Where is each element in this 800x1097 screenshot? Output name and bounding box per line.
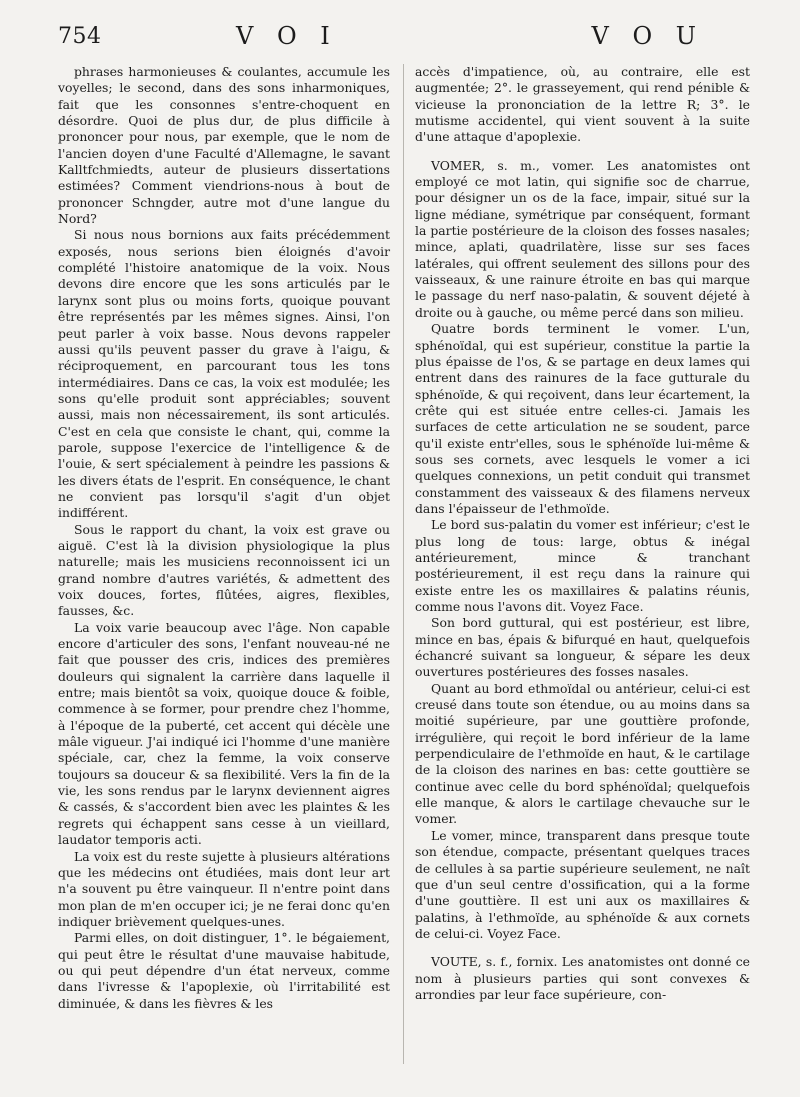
paragraph: Quatre bords terminent le vomer. L'un, sphénoïdal, qui est supérieur, constitue la partie la plus épaisse de l'os, & se partage en deux lames qui entrent dans des rainures de la face gutturale du sphénoïde, & qui reçoivent, dans leur écartement, la crête qui est située entre celles-ci. Jamais les surfaces de cette articulation ne se soudent, parce qu'il existe entr'elles, sous le sphénoïde lui-même & sous ses cornets, avec lesquels le vomer a ici quelques connexions, un petit conduit qui transmet constamment des vaisseaux & des filamens nerveux dans l'épaisseur de l'ethmoïde. <box>415 321 750 516</box>
paragraph: La voix varie beaucoup avec l'âge. Non capable encore d'articuler des sons, l'enfant nouveau-né ne fait que pousser des cris, indices des premières douleurs qui signalent la carrière dans laquelle il entre; mais bientôt sa voix, quoique douce & foible, commence à se former, pour prendre chez l'homme, à l'époque de la puberté, cet accent qui décèle une mâle vigueur. J'ai indiqué ici l'homme d'une manière spéciale, car, chez la femme, la voix conserve toujours sa douceur & sa flexibilité. Vers la fin de la vie, les sons rendus par le larynx deviennent aigres & cassés, & s'accordent bien avec les plaintes & les regrets qui échappent sans cesse à un vieillard, laudator temporis acti. <box>58 619 390 848</box>
paragraph: accès d'impatience, où, au contraire, elle est augmentée; 2°. le grasseyement, qui rend pénible & vicieuse la prononciation de la lettre R; 3°. le mutisme accidentel, qui vient souvent à la suite d'une attaque d'apoplexie. <box>415 64 750 145</box>
right-column <box>415 64 750 1003</box>
entry-vomer: VOMER, s. m., vomer. Les anatomistes ont employé ce mot latin, qui signifie soc de charrue, pour désigner un os de la face, impair, situé sur la ligne médiane, symétrique par conséquent, formant la partie postérieure de la cloison des fosses nasales; mince, aplati, quadrilatère, lisse sur ses faces latérales, qui offrent seulement des sillons pour des vaisseaux, & une rainure étroite en bas qui marque le passage du nerf naso-palatin, & souvent déjeté à droite ou à gauche, ou même percé dans son milieu. <box>415 157 750 320</box>
page-number: 754 <box>58 24 102 49</box>
paragraph: Sous le rapport du chant, la voix est grave ou aiguë. C'est là la division physiologique la plus naturelle; mais les musiciens reconnoissent ici un grand nombre d'autres variétés, & admettent des voix douces, fortes, flûtées, aigres, flexibles, fausses, &c. <box>58 521 390 619</box>
paragraph: La voix est du reste sujette à plusieurs altérations que les médecins ont étudiées, mais dont leur art n'a souvent pu être vainqueur. Il n'entre point dans mon plan de m'en occuper ici; je ne ferai donc qu'en indiquer brièvement quelques-unes. <box>58 848 390 929</box>
page-header <box>58 18 752 58</box>
column-divider <box>403 64 404 1064</box>
entry-voute: VOUTE, s. f., fornix. Les anatomistes ont donné ce nom à plusieurs parties qui sont convexes & arrondies par leur face supérieure, con- <box>415 954 750 1002</box>
running-head-left: V O I <box>236 22 338 50</box>
paragraph: Son bord guttural, qui est postérieur, est libre, mince en bas, épais & bifurqué en haut, quelquefois échancré suivant sa longueur, & sépare les deux ouvertures postérieures des fosses nasales. <box>415 615 750 680</box>
paragraph: Le bord sus-palatin du vomer est inférieur; c'est le plus long de tous: large, obtus & inégal antérieurement, mince & tranchant postérieurement, il est reçu dans la rainure qui existe entre les os maxillaires & palatins réunis, comme nous l'avons dit. Voyez Face. <box>415 517 750 614</box>
paragraph: Quant au bord ethmoïdal ou antérieur, celui-ci est creusé dans toute son étendue, ou au moins dans sa moitié supérieure, par une gouttière profonde, irrégulière, qui reçoit le bord inférieur de la lame perpendiculaire de l'ethmoïde en haut, & le cartilage de la cloison des narines en bas: cette gouttière se continue avec celle du bord sphénoïdal; quelquefois elle manque, & alors le cartilage chevauche sur le vomer. <box>415 680 750 827</box>
running-head-right: V O U <box>591 22 704 50</box>
paragraph: phrases harmonieuses & coulantes, accumule les voyelles; le second, dans des sons inharmoniques, fait que les consonnes s'entre-choquent en désordre. Quoi de plus dur, de plus difficile à prononcer pour nous, par exemple, que le nom de l'ancien doyen d'une Faculté d'Allemagne, le savant Kalltfchmiedts, auteur de plusieurs dissertations estimées? Comment viendrions-nous à bout de prononcer Schngder, autre mot d'une langue du Nord? <box>58 64 390 227</box>
paragraph: Si nous nous bornions aux faits précédemment exposés, nous serions bien éloignés d'avoir complété l'histoire anatomique de la voix. Nous devons dire encore que les sons articulés par le larynx sont plus ou moins forts, quoique pouvant être représentés par les mêmes signes. Ainsi, l'on peut parler à voix basse. Nous devons rappeler aussi qu'ils peuvent passer du grave à l'aigu, & réciproquement, en parcourant tous les tons intermédiaires. Dans ce cas, la voix est modulée; les sons qu'elle produit sont appréciables; souvent aussi, mais non nécessairement, ils sont articulés. C'est en cela que consiste le chant, qui, comme la parole, suppose l'exercice de l'intelligence & de l'ouie, & sert spécialement à peindre les passions & les divers états de l'esprit. En conséquence, le chant ne convient pas lorsqu'il s'agit d'un objet indifférent. <box>58 227 390 521</box>
paragraph: Le vomer, mince, transparent dans presque toute son étendue, compacte, présentant quelques traces de cellules à sa partie supérieure seulement, ne naît que d'un seul centre d'ossification, qui a la forme d'une gouttière. Il est uni aux os maxillaires & palatins, à l'ethmoïde, au sphénoïde & aux cornets de celui-ci. Voyez Face. <box>415 827 750 941</box>
paragraph: Parmi elles, on doit distinguer, 1°. le bégaiement, qui peut être le résultat d'une mauvaise habitude, ou qui peut dépendre d'un état nerveux, comme dans l'ivresse & l'apoplexie, où l'irritabilité est diminuée, & dans les fièvres & les <box>58 930 390 1011</box>
left-column <box>58 64 390 1012</box>
